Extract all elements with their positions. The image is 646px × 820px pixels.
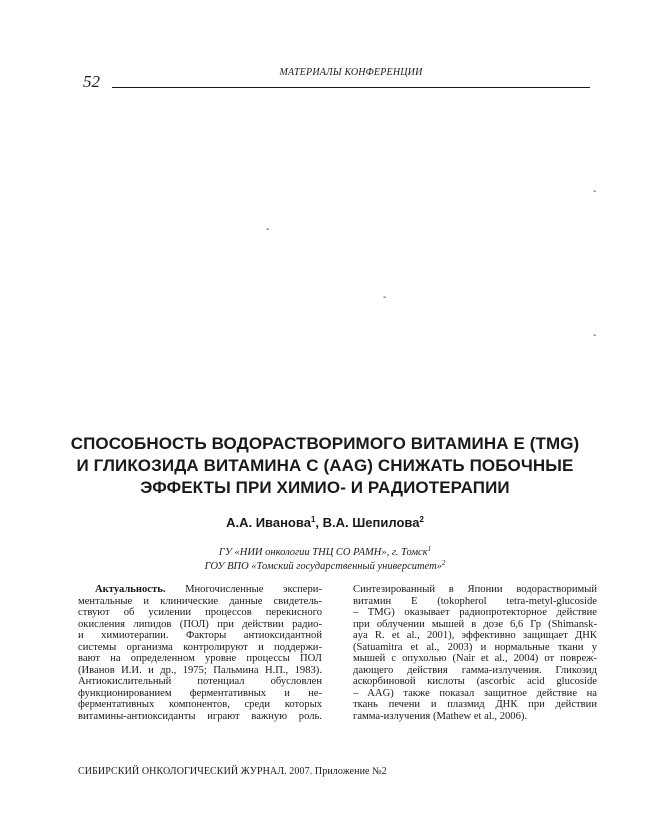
paragraph-line: Актуальность. Многочисленные экспери- bbox=[95, 584, 322, 595]
stray-mark: - bbox=[593, 330, 597, 341]
journal-footer: СИБИРСКИЙ ОНКОЛОГИЧЕСКИЙ ЖУРНАЛ. 2007. Приложение №2 bbox=[78, 766, 387, 777]
paragraph-line: вают на определенном уровне процессы ПОЛ bbox=[78, 653, 322, 664]
paragraph-line: мышей с опухолью (Nair et al., 2004) от повреж- bbox=[353, 653, 597, 664]
affiliation-text: ГОУ ВПО «Томский государственный университет» bbox=[204, 561, 442, 572]
paragraph-line: aya R. et al., 2001), эффективно защищает ДНК bbox=[353, 630, 597, 641]
footnote-mark: 2 bbox=[419, 515, 424, 524]
affiliation bbox=[60, 546, 590, 560]
paragraph-line: (Satuamitra et al., 2003) и нормальные ткани у bbox=[353, 641, 597, 653]
article-title bbox=[60, 433, 590, 499]
paragraph-line: системы организма контролируют и поддержи- bbox=[78, 641, 322, 653]
footnote-mark: 2 bbox=[441, 559, 446, 567]
paragraph-line: окисления липидов (ПОЛ) при действии радио- bbox=[78, 618, 322, 630]
affiliation bbox=[60, 560, 590, 574]
title-line: СПОСОБНОСТЬ ВОДОРАСТВОРИМОГО ВИТАМИНА Е (TMG) bbox=[70, 434, 580, 453]
body-column-right bbox=[353, 584, 597, 722]
page-number: 52 bbox=[83, 72, 100, 91]
paragraph-line: и химиотерапии. Факторы антиоксидантной bbox=[78, 630, 322, 641]
paragraph-line: – TMG) оказывает радиопротекторное действие bbox=[353, 607, 597, 618]
body-column-left bbox=[78, 584, 322, 722]
affiliation-list bbox=[60, 546, 590, 574]
paragraph-line: Антиокислительный потенциал обусловлен bbox=[78, 676, 322, 687]
stray-mark: - bbox=[383, 292, 387, 303]
author-name: В.А. Шепилова bbox=[322, 515, 420, 530]
stray-mark: - bbox=[266, 224, 270, 235]
affiliation-text: ГУ «НИИ онкологии ТНЦ СО РАМН», г. Томск bbox=[218, 547, 428, 558]
footnote-mark: 1 bbox=[427, 545, 432, 553]
author-list bbox=[60, 515, 590, 531]
footnote-mark: 1 bbox=[310, 515, 316, 524]
section-lead-in: Актуальность. bbox=[95, 584, 166, 595]
paragraph-line: ферментативных компонентов, среди которых bbox=[78, 699, 322, 710]
paragraph-line: – AAG) также показал защитное действие на bbox=[353, 687, 597, 699]
author-name: А.А. Иванова bbox=[226, 515, 311, 530]
title-line: И ГЛИКОЗИДА ВИТАМИНА С (AAG) СНИЖАТЬ ПОБОЧНЫЕ bbox=[76, 456, 574, 475]
author-separator: , bbox=[315, 515, 323, 530]
paragraph-line: Синтезированный в Японии водорастворимый bbox=[353, 584, 597, 595]
running-head: МАТЕРИАЛЫ КОНФЕРЕНЦИИ bbox=[279, 67, 423, 78]
paragraph-line: гамма-излучения (Mathew et al., 2006). bbox=[353, 710, 528, 722]
paragraph-line: дающего действия гамма-излучения. Гликозид bbox=[353, 664, 597, 676]
paragraph-line: ментальные и клинические данные свидетель- bbox=[78, 595, 322, 607]
paragraph-line: (Иванов И.И. и др., 1975; Пальмина Н.П., 1983). bbox=[78, 664, 322, 676]
paragraph-line: ствуют об усилении процессов перекисного bbox=[78, 607, 322, 618]
paragraph-line: витамин Е (tokopherol tetra-metyl-glucoside bbox=[353, 595, 597, 607]
paragraph-line: ткань печени и плазмид ДНК при действии bbox=[353, 699, 597, 710]
title-line: ЭФФЕКТЫ ПРИ ХИМИО- И РАДИОТЕРАПИИ bbox=[140, 478, 510, 497]
paragraph-line: аскорбиновой кислоты (ascorbic acid glucoside bbox=[353, 676, 597, 687]
paragraph-line: витамины-антиоксиданты играют важную роль. bbox=[78, 710, 322, 722]
paragraph-line: при облучении мышей в дозе 6,6 Гр (Shimansk- bbox=[353, 618, 597, 630]
header-rule bbox=[112, 87, 590, 88]
paragraph-line: функционированием ферментативных и не- bbox=[78, 687, 322, 699]
stray-mark: - bbox=[593, 186, 597, 197]
